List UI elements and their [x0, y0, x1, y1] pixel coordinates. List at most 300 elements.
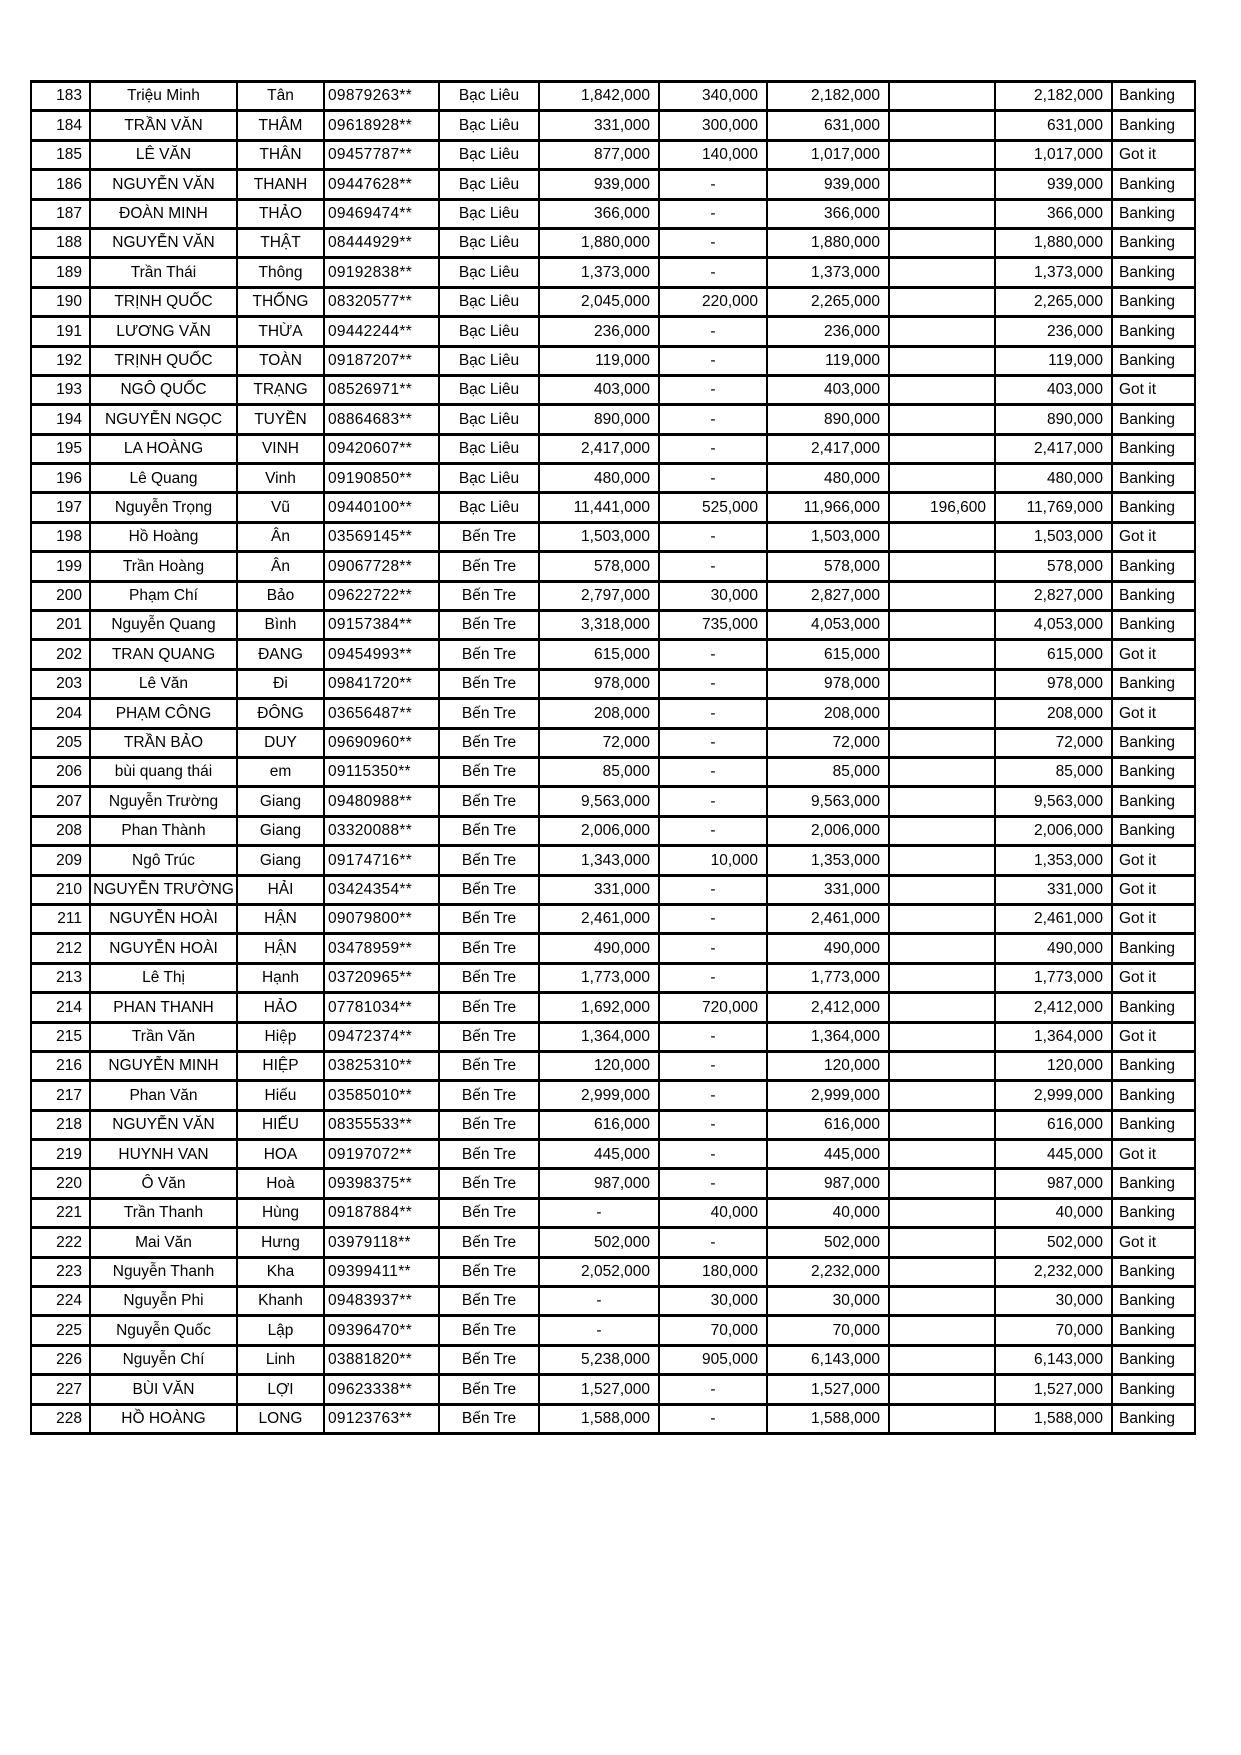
first-name-cell: Nguyễn Thanh: [90, 1257, 237, 1286]
status-cell: Got it: [1112, 640, 1195, 669]
table-row: [31, 317, 1195, 346]
table-row: [31, 82, 1195, 111]
first-name-cell: PHẠM CÔNG: [90, 699, 237, 728]
amount-total-cell: 2,461,000: [767, 904, 889, 933]
amount-net-cell: 331,000: [995, 875, 1112, 904]
table-row: [31, 816, 1195, 845]
phone-cell: 09420607**: [324, 434, 439, 463]
province-cell: Bến Tre: [439, 1316, 539, 1345]
amount-secondary-cell: 10,000: [659, 846, 767, 875]
status-cell: Banking: [1112, 1375, 1195, 1404]
amount-deduction-cell: [889, 552, 995, 581]
amount-primary-cell: 1,588,000: [539, 1404, 659, 1433]
table-row: [31, 493, 1195, 522]
amount-primary-cell: -: [539, 1316, 659, 1345]
last-name-cell: HIỆP: [237, 1051, 324, 1080]
amount-total-cell: 1,503,000: [767, 522, 889, 551]
amount-net-cell: 445,000: [995, 1140, 1112, 1169]
table-row: [31, 1169, 1195, 1198]
amount-total-cell: 2,827,000: [767, 581, 889, 610]
first-name-cell: Trần Thái: [90, 258, 237, 287]
amount-secondary-cell: 70,000: [659, 1316, 767, 1345]
first-name-cell: TRỊNH QUỐC: [90, 287, 237, 316]
last-name-cell: HẬN: [237, 934, 324, 963]
province-cell: Bến Tre: [439, 1287, 539, 1316]
row-number-cell: 184: [31, 111, 90, 140]
amount-primary-cell: -: [539, 1198, 659, 1227]
table-row: [31, 1110, 1195, 1139]
amount-primary-cell: 2,461,000: [539, 904, 659, 933]
first-name-cell: NGÔ QUỐC: [90, 375, 237, 404]
province-cell: Bạc Liêu: [439, 493, 539, 522]
amount-total-cell: 1,880,000: [767, 228, 889, 257]
amount-deduction-cell: [889, 757, 995, 786]
status-cell: Banking: [1112, 111, 1195, 140]
amount-deduction-cell: [889, 963, 995, 992]
province-cell: Bến Tre: [439, 963, 539, 992]
amount-deduction-cell: [889, 1051, 995, 1080]
province-cell: Bến Tre: [439, 581, 539, 610]
last-name-cell: THỪA: [237, 317, 324, 346]
row-number-cell: 190: [31, 287, 90, 316]
table-row: [31, 875, 1195, 904]
amount-secondary-cell: 140,000: [659, 140, 767, 169]
last-name-cell: TOÀN: [237, 346, 324, 375]
amount-primary-cell: 978,000: [539, 669, 659, 698]
amount-primary-cell: 2,052,000: [539, 1257, 659, 1286]
amount-net-cell: 208,000: [995, 699, 1112, 728]
amount-net-cell: 490,000: [995, 934, 1112, 963]
amount-total-cell: 366,000: [767, 199, 889, 228]
status-cell: Got it: [1112, 375, 1195, 404]
amount-primary-cell: 2,417,000: [539, 434, 659, 463]
amount-deduction-cell: [889, 405, 995, 434]
status-cell: Banking: [1112, 1169, 1195, 1198]
first-name-cell: Mai Văn: [90, 1228, 237, 1257]
first-name-cell: TRẦN VĂN: [90, 111, 237, 140]
province-cell: Bến Tre: [439, 1257, 539, 1286]
amount-deduction-cell: [889, 140, 995, 169]
amount-secondary-cell: 180,000: [659, 1257, 767, 1286]
amount-secondary-cell: -: [659, 787, 767, 816]
row-number-cell: 213: [31, 963, 90, 992]
amount-primary-cell: 1,880,000: [539, 228, 659, 257]
amount-secondary-cell: -: [659, 228, 767, 257]
amount-primary-cell: 2,999,000: [539, 1081, 659, 1110]
amount-primary-cell: 1,503,000: [539, 522, 659, 551]
amount-deduction-cell: [889, 258, 995, 287]
amount-total-cell: 1,527,000: [767, 1375, 889, 1404]
amount-net-cell: 1,527,000: [995, 1375, 1112, 1404]
amount-total-cell: 987,000: [767, 1169, 889, 1198]
phone-cell: 09190850**: [324, 464, 439, 493]
status-cell: Banking: [1112, 1287, 1195, 1316]
amount-deduction-cell: [889, 1110, 995, 1139]
province-cell: Bạc Liêu: [439, 199, 539, 228]
table-row: [31, 464, 1195, 493]
amount-net-cell: 30,000: [995, 1287, 1112, 1316]
status-cell: Banking: [1112, 1198, 1195, 1227]
first-name-cell: LA HOÀNG: [90, 434, 237, 463]
row-number-cell: 221: [31, 1198, 90, 1227]
table-row: [31, 405, 1195, 434]
phone-cell: 03478959**: [324, 934, 439, 963]
amount-net-cell: 4,053,000: [995, 611, 1112, 640]
last-name-cell: LONG: [237, 1404, 324, 1433]
province-cell: Bạc Liêu: [439, 82, 539, 111]
phone-cell: 09398375**: [324, 1169, 439, 1198]
amount-deduction-cell: [889, 934, 995, 963]
amount-primary-cell: 877,000: [539, 140, 659, 169]
status-cell: Banking: [1112, 434, 1195, 463]
amount-secondary-cell: 220,000: [659, 287, 767, 316]
province-cell: Bến Tre: [439, 757, 539, 786]
row-number-cell: 192: [31, 346, 90, 375]
amount-deduction-cell: [889, 581, 995, 610]
province-cell: Bến Tre: [439, 816, 539, 845]
last-name-cell: HẢO: [237, 993, 324, 1022]
phone-cell: 03569145**: [324, 522, 439, 551]
first-name-cell: Nguyễn Trường: [90, 787, 237, 816]
first-name-cell: Lê Quang: [90, 464, 237, 493]
last-name-cell: HẬN: [237, 904, 324, 933]
status-cell: Got it: [1112, 522, 1195, 551]
last-name-cell: Tân: [237, 82, 324, 111]
last-name-cell: Ân: [237, 552, 324, 581]
status-cell: Got it: [1112, 1228, 1195, 1257]
table-row: [31, 728, 1195, 757]
province-cell: Bạc Liêu: [439, 170, 539, 199]
amount-total-cell: 2,412,000: [767, 993, 889, 1022]
province-cell: Bạc Liêu: [439, 405, 539, 434]
amount-total-cell: 939,000: [767, 170, 889, 199]
amount-net-cell: 1,588,000: [995, 1404, 1112, 1433]
amount-net-cell: 366,000: [995, 199, 1112, 228]
first-name-cell: Trần Thanh: [90, 1198, 237, 1227]
amount-secondary-cell: -: [659, 199, 767, 228]
first-name-cell: Nguyễn Quốc: [90, 1316, 237, 1345]
amount-primary-cell: 208,000: [539, 699, 659, 728]
last-name-cell: Hiếu: [237, 1081, 324, 1110]
province-cell: Bến Tre: [439, 993, 539, 1022]
row-number-cell: 212: [31, 934, 90, 963]
first-name-cell: LÊ VĂN: [90, 140, 237, 169]
row-number-cell: 194: [31, 405, 90, 434]
amount-primary-cell: 403,000: [539, 375, 659, 404]
last-name-cell: Hùng: [237, 1198, 324, 1227]
row-number-cell: 216: [31, 1051, 90, 1080]
row-number-cell: 208: [31, 816, 90, 845]
phone-cell: 09067728**: [324, 552, 439, 581]
phone-cell: 09483937**: [324, 1287, 439, 1316]
status-cell: Banking: [1112, 1345, 1195, 1374]
amount-deduction-cell: 196,600: [889, 493, 995, 522]
last-name-cell: Hoà: [237, 1169, 324, 1198]
last-name-cell: ĐANG: [237, 640, 324, 669]
amount-secondary-cell: 525,000: [659, 493, 767, 522]
amount-total-cell: 85,000: [767, 757, 889, 786]
amount-secondary-cell: -: [659, 1110, 767, 1139]
phone-cell: 03825310**: [324, 1051, 439, 1080]
status-cell: Banking: [1112, 1257, 1195, 1286]
row-number-cell: 217: [31, 1081, 90, 1110]
amount-total-cell: 445,000: [767, 1140, 889, 1169]
status-cell: Banking: [1112, 405, 1195, 434]
first-name-cell: Nguyễn Trọng: [90, 493, 237, 522]
amount-secondary-cell: 735,000: [659, 611, 767, 640]
last-name-cell: Bảo: [237, 581, 324, 610]
province-cell: Bến Tre: [439, 522, 539, 551]
amount-secondary-cell: -: [659, 699, 767, 728]
amount-secondary-cell: -: [659, 1051, 767, 1080]
first-name-cell: ĐOÀN MINH: [90, 199, 237, 228]
amount-total-cell: 403,000: [767, 375, 889, 404]
province-cell: Bến Tre: [439, 1140, 539, 1169]
amount-total-cell: 2,006,000: [767, 816, 889, 845]
status-cell: Banking: [1112, 287, 1195, 316]
amount-total-cell: 502,000: [767, 1228, 889, 1257]
first-name-cell: Phạm Chí: [90, 581, 237, 610]
last-name-cell: Giang: [237, 787, 324, 816]
amount-secondary-cell: 300,000: [659, 111, 767, 140]
table-row: [31, 1345, 1195, 1374]
last-name-cell: Khanh: [237, 1287, 324, 1316]
last-name-cell: Vũ: [237, 493, 324, 522]
last-name-cell: VINH: [237, 434, 324, 463]
status-cell: Banking: [1112, 170, 1195, 199]
amount-secondary-cell: 340,000: [659, 82, 767, 111]
row-number-cell: 193: [31, 375, 90, 404]
province-cell: Bến Tre: [439, 1110, 539, 1139]
amount-net-cell: 1,880,000: [995, 228, 1112, 257]
last-name-cell: Giang: [237, 816, 324, 845]
amount-deduction-cell: [889, 375, 995, 404]
amount-secondary-cell: -: [659, 1140, 767, 1169]
table-row: [31, 1257, 1195, 1286]
amount-deduction-cell: [889, 1081, 995, 1110]
row-number-cell: 203: [31, 669, 90, 698]
phone-cell: 08355533**: [324, 1110, 439, 1139]
last-name-cell: TRẠNG: [237, 375, 324, 404]
row-number-cell: 204: [31, 699, 90, 728]
province-cell: Bến Tre: [439, 1375, 539, 1404]
amount-secondary-cell: -: [659, 1404, 767, 1433]
amount-primary-cell: 490,000: [539, 934, 659, 963]
amount-deduction-cell: [889, 904, 995, 933]
first-name-cell: Nguyễn Phi: [90, 1287, 237, 1316]
row-number-cell: 197: [31, 493, 90, 522]
phone-cell: 09399411**: [324, 1257, 439, 1286]
row-number-cell: 226: [31, 1345, 90, 1374]
row-number-cell: 202: [31, 640, 90, 669]
status-cell: Banking: [1112, 728, 1195, 757]
table-row: [31, 1228, 1195, 1257]
phone-cell: 03656487**: [324, 699, 439, 728]
province-cell: Bạc Liêu: [439, 317, 539, 346]
amount-net-cell: 6,143,000: [995, 1345, 1112, 1374]
status-cell: Banking: [1112, 993, 1195, 1022]
first-name-cell: Nguyễn Chí: [90, 1345, 237, 1374]
amount-secondary-cell: -: [659, 434, 767, 463]
amount-primary-cell: 445,000: [539, 1140, 659, 1169]
amount-secondary-cell: 40,000: [659, 1198, 767, 1227]
last-name-cell: THANH: [237, 170, 324, 199]
amount-secondary-cell: -: [659, 963, 767, 992]
first-name-cell: HỒ HOÀNG: [90, 1404, 237, 1433]
first-name-cell: Lê Thị: [90, 963, 237, 992]
province-cell: Bến Tre: [439, 611, 539, 640]
table-row: [31, 934, 1195, 963]
amount-primary-cell: 11,441,000: [539, 493, 659, 522]
first-name-cell: Nguyễn Quang: [90, 611, 237, 640]
amount-net-cell: 403,000: [995, 375, 1112, 404]
amount-primary-cell: 578,000: [539, 552, 659, 581]
first-name-cell: NGUYỄN NGỌC: [90, 405, 237, 434]
amount-total-cell: 4,053,000: [767, 611, 889, 640]
phone-cell: 09157384**: [324, 611, 439, 640]
table-row: [31, 846, 1195, 875]
amount-primary-cell: 2,006,000: [539, 816, 659, 845]
row-number-cell: 201: [31, 611, 90, 640]
amount-total-cell: 615,000: [767, 640, 889, 669]
first-name-cell: TRẦN BẢO: [90, 728, 237, 757]
spreadsheet-region: [30, 80, 1196, 1435]
last-name-cell: Hiệp: [237, 1022, 324, 1051]
first-name-cell: LƯƠNG VĂN: [90, 317, 237, 346]
table-row: [31, 611, 1195, 640]
row-number-cell: 209: [31, 846, 90, 875]
amount-net-cell: 978,000: [995, 669, 1112, 698]
row-number-cell: 185: [31, 140, 90, 169]
last-name-cell: TUYỀN: [237, 405, 324, 434]
amount-deduction-cell: [889, 640, 995, 669]
amount-deduction-cell: [889, 464, 995, 493]
last-name-cell: Kha: [237, 1257, 324, 1286]
amount-net-cell: 615,000: [995, 640, 1112, 669]
row-number-cell: 200: [31, 581, 90, 610]
table-row: [31, 1375, 1195, 1404]
first-name-cell: Lê Văn: [90, 669, 237, 698]
amount-primary-cell: 85,000: [539, 757, 659, 786]
status-cell: Got it: [1112, 846, 1195, 875]
table-row: [31, 640, 1195, 669]
amount-deduction-cell: [889, 522, 995, 551]
table-row: [31, 1022, 1195, 1051]
province-cell: Bạc Liêu: [439, 346, 539, 375]
first-name-cell: NGUYỄN TRƯỜNG: [90, 875, 237, 904]
amount-deduction-cell: [889, 346, 995, 375]
amount-deduction-cell: [889, 1198, 995, 1227]
amount-deduction-cell: [889, 611, 995, 640]
row-number-cell: 206: [31, 757, 90, 786]
status-cell: Banking: [1112, 493, 1195, 522]
table-row: [31, 963, 1195, 992]
amount-deduction-cell: [889, 199, 995, 228]
phone-cell: 03881820**: [324, 1345, 439, 1374]
row-number-cell: 207: [31, 787, 90, 816]
table-row: [31, 904, 1195, 933]
status-cell: Banking: [1112, 757, 1195, 786]
province-cell: Bến Tre: [439, 1051, 539, 1080]
phone-cell: 08526971**: [324, 375, 439, 404]
amount-primary-cell: 1,773,000: [539, 963, 659, 992]
table-row: [31, 1140, 1195, 1169]
row-number-cell: 191: [31, 317, 90, 346]
amount-total-cell: 1,773,000: [767, 963, 889, 992]
amount-primary-cell: 1,842,000: [539, 82, 659, 111]
amount-total-cell: 208,000: [767, 699, 889, 728]
province-cell: Bến Tre: [439, 1081, 539, 1110]
phone-cell: 09690960**: [324, 728, 439, 757]
amount-primary-cell: 2,797,000: [539, 581, 659, 610]
amount-primary-cell: 331,000: [539, 111, 659, 140]
amount-total-cell: 119,000: [767, 346, 889, 375]
amount-total-cell: 9,563,000: [767, 787, 889, 816]
first-name-cell: NGUYỄN MINH: [90, 1051, 237, 1080]
province-cell: Bạc Liêu: [439, 140, 539, 169]
phone-cell: 09454993**: [324, 640, 439, 669]
amount-total-cell: 120,000: [767, 1051, 889, 1080]
table-row: [31, 1051, 1195, 1080]
table-row: [31, 699, 1195, 728]
status-cell: Got it: [1112, 140, 1195, 169]
amount-primary-cell: 120,000: [539, 1051, 659, 1080]
province-cell: Bạc Liêu: [439, 287, 539, 316]
amount-secondary-cell: -: [659, 258, 767, 287]
amount-net-cell: 616,000: [995, 1110, 1112, 1139]
province-cell: Bến Tre: [439, 669, 539, 698]
amount-total-cell: 2,232,000: [767, 1257, 889, 1286]
row-number-cell: 225: [31, 1316, 90, 1345]
phone-cell: 09079800**: [324, 904, 439, 933]
phone-cell: 03320088**: [324, 816, 439, 845]
table-row: [31, 140, 1195, 169]
amount-total-cell: 6,143,000: [767, 1345, 889, 1374]
first-name-cell: BÙI VĂN: [90, 1375, 237, 1404]
table-row: [31, 1316, 1195, 1345]
amount-primary-cell: 1,373,000: [539, 258, 659, 287]
last-name-cell: Hưng: [237, 1228, 324, 1257]
amount-deduction-cell: [889, 1287, 995, 1316]
phone-cell: 03585010**: [324, 1081, 439, 1110]
amount-secondary-cell: -: [659, 934, 767, 963]
amount-net-cell: 631,000: [995, 111, 1112, 140]
amount-secondary-cell: -: [659, 464, 767, 493]
phone-cell: 09396470**: [324, 1316, 439, 1345]
row-number-cell: 219: [31, 1140, 90, 1169]
row-number-cell: 224: [31, 1287, 90, 1316]
province-cell: Bạc Liêu: [439, 464, 539, 493]
last-name-cell: Đi: [237, 669, 324, 698]
first-name-cell: Phan Thành: [90, 816, 237, 845]
table-row: [31, 434, 1195, 463]
amount-primary-cell: 5,238,000: [539, 1345, 659, 1374]
phone-cell: 09197072**: [324, 1140, 439, 1169]
amount-net-cell: 2,827,000: [995, 581, 1112, 610]
amount-deduction-cell: [889, 1140, 995, 1169]
amount-net-cell: 85,000: [995, 757, 1112, 786]
amount-secondary-cell: -: [659, 170, 767, 199]
phone-cell: 09480988**: [324, 787, 439, 816]
amount-net-cell: 502,000: [995, 1228, 1112, 1257]
amount-secondary-cell: -: [659, 346, 767, 375]
table-row: [31, 346, 1195, 375]
phone-cell: 08444929**: [324, 228, 439, 257]
phone-cell: 09879263**: [324, 82, 439, 111]
status-cell: Got it: [1112, 963, 1195, 992]
amount-secondary-cell: 905,000: [659, 1345, 767, 1374]
first-name-cell: Ngô Trúc: [90, 846, 237, 875]
